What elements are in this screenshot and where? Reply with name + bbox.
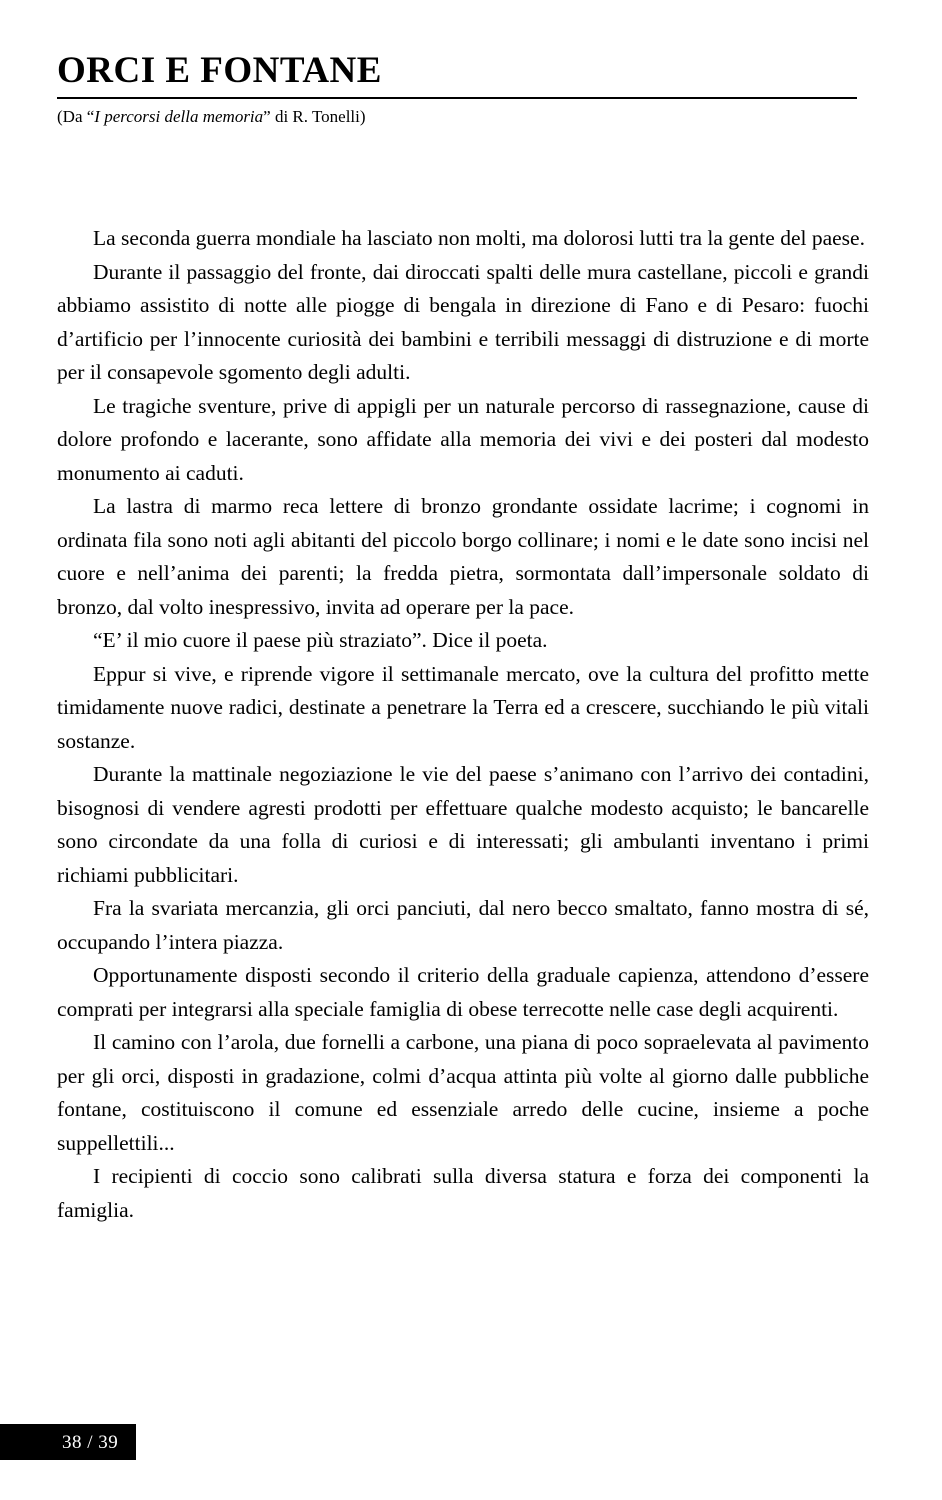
page-title: ORCI E FONTANE [57,50,382,91]
source-attribution [57,107,857,127]
body-paragraph: “E’ il mio cuore il paese più straziato”. Dice il poeta. [93,628,548,652]
body-paragraph: Le tragiche sventure, prive di appigli per un naturale percorso di rassegnazione, cause di dolore profondo e lacerante, sono affidate alla memoria dei vivi e dei posteri dal modesto monumento ai caduti. [57,393,869,485]
body-paragraph: Durante la mattinale negoziazione le vie del paese s’animano con l’arrivo dei contadini, bisognosi di vendere agresti prodotti per effettuare qualche modesto acquisto; le bancarelle sono circondate da una folla di curiosi e di interessati; gli ambulanti inventano i primi richiami pubblicitari. [57,762,869,887]
body-paragraph: La lastra di marmo reca lettere di bronzo grondante ossidate lacrime; i cognomi in ordinata fila sono noti agli abitanti del piccolo borgo collinare; i nomi e le date sono incisi nel cuore e nell’anima dei parenti; la fredda pietra, sormontata dall’impersonale soldato di bronzo, dal volto inespressivo, invita ad operare per la pace. [57,494,869,619]
attribution-suffix: ” di R. Tonelli) [263,106,366,126]
title-block [57,52,857,127]
attribution-prefix: (Da “ [57,106,95,126]
page-number: 38 / 39 [62,1432,119,1453]
body-paragraph: Eppur si vive, e riprende vigore il settimanale mercato, ove la cultura del profitto mette timidamente nuove radici, destinate a penetrare la Terra ed a crescere, succhiando le più vitali sostanze. [57,661,869,753]
title-divider [57,97,857,99]
body-paragraph: Durante il passaggio del fronte, dai diroccati spalti delle mura castellane, piccoli e grandi abbiamo assistito di notte alle piogge di bengala in direzione di Fano e di Pesaro: fuochi d’artificio per l’innocente curiosità dei bambini e terribili messaggi di distruzione e di morte per il consapevole sgomento degli adulti. [57,259,869,384]
body-paragraph: Il camino con l’arola, due fornelli a carbone, una piana di poco sopraelevata al pavimento per gli orci, disposti in gradazione, colmi d’acqua attinta più volte al giorno dalle pubbliche fontane, costituiscono il comune ed essenziale arredo delle cucine, insieme a poche suppellettili... [57,1030,869,1155]
attribution-work-title: I percorsi della memoria [94,106,264,126]
body-paragraph: Opportunamente disposti secondo il criterio della graduale capienza, attendono d’essere comprati per integrarsi alla speciale famiglia di obese terrecotte nelle case degli acquirenti. [57,963,869,1021]
body-text [57,222,869,1227]
body-paragraph: Fra la svariata mercanzia, gli orci panciuti, dal nero becco smaltato, fanno mostra di sé, occupando l’intera piazza. [57,896,869,954]
body-paragraph: La seconda guerra mondiale ha lasciato non molti, ma dolorosi lutti tra la gente del paese. [93,226,865,250]
body-paragraph: I recipienti di coccio sono calibrati sulla diversa statura e forza dei componenti la famiglia. [57,1164,869,1222]
